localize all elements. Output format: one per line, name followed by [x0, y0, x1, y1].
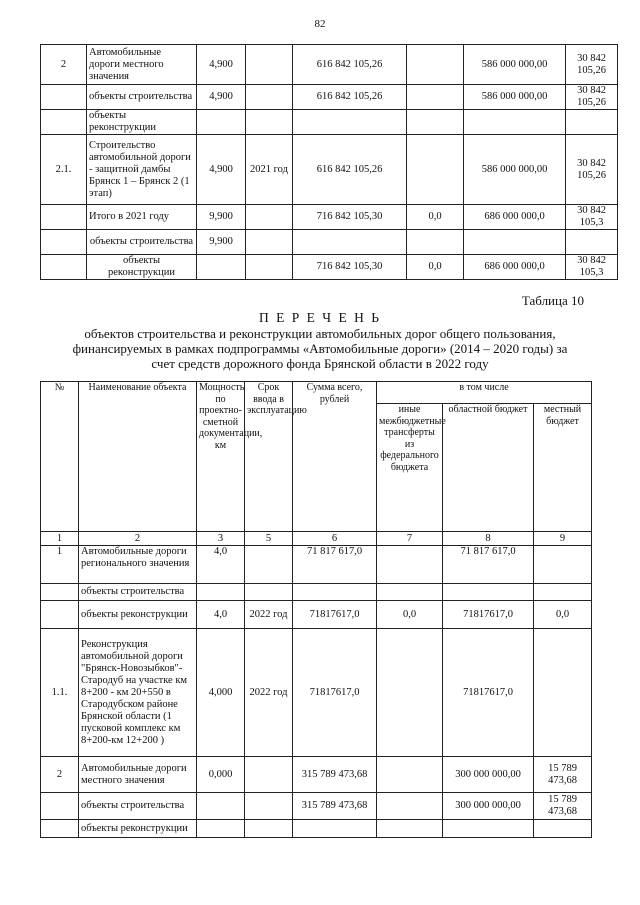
regional-cell: 686 000 000,0 — [464, 255, 566, 280]
year-cell: 2022 год — [245, 601, 293, 629]
column-number: 6 — [293, 532, 377, 546]
year-cell — [246, 205, 293, 230]
year-cell — [245, 757, 293, 793]
object-name: Автомобильные дороги местного значения — [79, 757, 197, 793]
column-number-row — [41, 532, 592, 546]
local-cell: 15 789 473,68 — [534, 793, 592, 820]
capacity-cell: 4,900 — [197, 135, 246, 205]
inter-cell — [407, 45, 464, 85]
total-cell: 616 842 105,26 — [293, 135, 407, 205]
regional-cell: 71 817 617,0 — [443, 546, 534, 584]
row-number — [41, 793, 79, 820]
capacity-cell: 4,0 — [197, 601, 245, 629]
total-cell: 616 842 105,26 — [293, 45, 407, 85]
local-cell: 30 842 105,3 — [566, 205, 618, 230]
year-cell — [246, 230, 293, 255]
inter-cell: 0,0 — [377, 601, 443, 629]
row-number: 2.1. — [41, 135, 87, 205]
object-name: объекты реконструкции — [87, 255, 197, 280]
document-title: П Е Р Е Ч Е Н Ь — [259, 310, 381, 325]
regional-cell: 300 000 000,00 — [443, 757, 534, 793]
year-cell: 2022 год — [245, 629, 293, 757]
regional-cell — [443, 820, 534, 838]
inter-cell — [407, 85, 464, 110]
year-cell: 2021 год — [246, 135, 293, 205]
object-name: объекты строительства — [79, 584, 197, 601]
total-cell: 716 842 105,30 — [293, 205, 407, 230]
capacity-cell: 9,900 — [197, 230, 246, 255]
object-name: Реконструкция автомобильной дороги "Брянск-Новозыбков"-Стародуб на участке км 8+200 - км 20+550 в Стародубском районе Брянской области (1 пусковой комплекс км 8+200-км 12+200 ) — [79, 629, 197, 757]
column-number: 9 — [534, 532, 592, 546]
total-cell: 71817617,0 — [293, 601, 377, 629]
header-inter: иные межбюджетные трансферты из федерального бюджета — [377, 404, 443, 532]
row-number — [41, 85, 87, 110]
regional-cell: 586 000 000,00 — [464, 45, 566, 85]
year-cell — [246, 85, 293, 110]
table-row — [41, 793, 592, 820]
total-cell — [293, 584, 377, 601]
object-name: объекты реконструкции — [87, 110, 197, 135]
capacity-cell: 9,900 — [197, 205, 246, 230]
row-number — [41, 205, 87, 230]
inter-cell — [377, 629, 443, 757]
inter-cell — [377, 793, 443, 820]
inter-cell: 0,0 — [407, 255, 464, 280]
row-number — [41, 820, 79, 838]
local-cell — [566, 110, 618, 135]
year-cell — [245, 793, 293, 820]
inter-cell — [407, 135, 464, 205]
table-number: Таблица 10 — [521, 293, 584, 308]
column-number: 1 — [41, 532, 79, 546]
row-number: 2 — [41, 757, 79, 793]
object-name: Строительство автомобильной дороги - защитной дамбы Брянск 1 – Брянск 2 (1 этап) — [87, 135, 197, 205]
regional-cell — [464, 230, 566, 255]
local-cell: 30 842 105,26 — [566, 135, 618, 205]
column-number: 5 — [245, 532, 293, 546]
object-name: объекты реконструкции — [79, 601, 197, 629]
row-number: 2 — [41, 45, 87, 85]
table-row — [41, 230, 618, 255]
local-cell: 0,0 — [534, 601, 592, 629]
capacity-cell — [197, 820, 245, 838]
column-number: 3 — [197, 532, 245, 546]
page-number: 82 — [314, 18, 326, 30]
object-name: Автомобильные дороги регионального значения — [79, 546, 197, 584]
row-number — [41, 601, 79, 629]
regional-cell — [443, 584, 534, 601]
row-number — [41, 110, 87, 135]
regional-cell: 586 000 000,00 — [464, 85, 566, 110]
table-2021 — [40, 44, 618, 280]
year-cell — [246, 110, 293, 135]
local-cell — [534, 820, 592, 838]
capacity-cell: 4,000 — [197, 629, 245, 757]
header-including: в том числе — [377, 382, 592, 404]
table-header-row — [41, 382, 592, 404]
year-cell — [245, 584, 293, 601]
total-cell — [293, 230, 407, 255]
inter-cell: 0,0 — [407, 205, 464, 230]
row-number: 1.1. — [41, 629, 79, 757]
local-cell — [534, 629, 592, 757]
regional-cell: 71817617,0 — [443, 601, 534, 629]
table-row — [41, 820, 592, 838]
capacity-cell — [197, 584, 245, 601]
header-regional: областной бюджет — [443, 404, 534, 532]
table-row — [41, 85, 618, 110]
header-total: Сумма всего, рублей — [293, 382, 377, 532]
header-name: Наименование объекта — [79, 382, 197, 532]
local-cell — [534, 584, 592, 601]
object-name: Итого в 2021 году — [87, 205, 197, 230]
total-cell: 315 789 473,68 — [293, 757, 377, 793]
year-cell — [245, 820, 293, 838]
table-row — [41, 601, 592, 629]
table-row — [41, 255, 618, 280]
object-name: объекты реконструкции — [79, 820, 197, 838]
capacity-cell: 4,900 — [197, 45, 246, 85]
inter-cell — [377, 546, 443, 584]
column-number: 2 — [79, 532, 197, 546]
regional-cell: 71817617,0 — [443, 629, 534, 757]
local-cell — [566, 230, 618, 255]
object-name: объекты строительства — [87, 230, 197, 255]
regional-cell: 586 000 000,00 — [464, 135, 566, 205]
row-number — [41, 230, 87, 255]
local-cell: 30 842 105,26 — [566, 85, 618, 110]
header-local: местный бюджет — [534, 404, 592, 532]
inter-cell — [377, 820, 443, 838]
row-number: 1 — [41, 546, 79, 584]
capacity-cell — [197, 255, 246, 280]
inter-cell — [377, 757, 443, 793]
table-row — [41, 584, 592, 601]
object-name: Автомобильные дороги местного значения — [87, 45, 197, 85]
year-cell — [246, 45, 293, 85]
table-row — [41, 110, 618, 135]
capacity-cell: 4,900 — [197, 85, 246, 110]
total-cell: 616 842 105,26 — [293, 85, 407, 110]
table-row — [41, 135, 618, 205]
capacity-cell: 0,000 — [197, 757, 245, 793]
local-cell: 15 789 473,68 — [534, 757, 592, 793]
object-name: объекты строительства — [87, 85, 197, 110]
total-cell: 315 789 473,68 — [293, 793, 377, 820]
total-cell: 716 842 105,30 — [293, 255, 407, 280]
total-cell — [293, 820, 377, 838]
local-cell: 30 842 105,3 — [566, 255, 618, 280]
header-commission-year: Срок ввода в эксплуатацию — [245, 382, 293, 532]
table-row — [41, 757, 592, 793]
total-cell: 71817617,0 — [293, 629, 377, 757]
regional-cell: 300 000 000,00 — [443, 793, 534, 820]
table-row — [41, 546, 592, 584]
header-capacity: Мощность по проектно-сметной документации, км — [197, 382, 245, 532]
table-row — [41, 629, 592, 757]
capacity-cell — [197, 110, 246, 135]
year-cell — [245, 546, 293, 584]
document-subtitle: объектов строительства и реконструкции автомобильных дорог общего пользования, финансируемых в рамках подпрограммы «Автомобильные дороги» (2014 – 2020 годы) за счет средств дорожного фонда Брянской области в 2022 году — [72, 326, 568, 371]
column-number: 8 — [443, 532, 534, 546]
total-cell — [293, 110, 407, 135]
total-cell: 71 817 617,0 — [293, 546, 377, 584]
header-number: № — [41, 382, 79, 532]
object-name: объекты строительства — [79, 793, 197, 820]
inter-cell — [407, 230, 464, 255]
capacity-cell — [197, 793, 245, 820]
regional-cell: 686 000 000,0 — [464, 205, 566, 230]
year-cell — [246, 255, 293, 280]
table-row — [41, 45, 618, 85]
local-cell: 30 842 105,26 — [566, 45, 618, 85]
table-row — [41, 205, 618, 230]
regional-cell — [464, 110, 566, 135]
row-number — [41, 584, 79, 601]
table-2022 — [40, 381, 592, 838]
capacity-cell: 4,0 — [197, 546, 245, 584]
row-number — [41, 255, 87, 280]
inter-cell — [407, 110, 464, 135]
local-cell — [534, 546, 592, 584]
inter-cell — [377, 584, 443, 601]
column-number: 7 — [377, 532, 443, 546]
